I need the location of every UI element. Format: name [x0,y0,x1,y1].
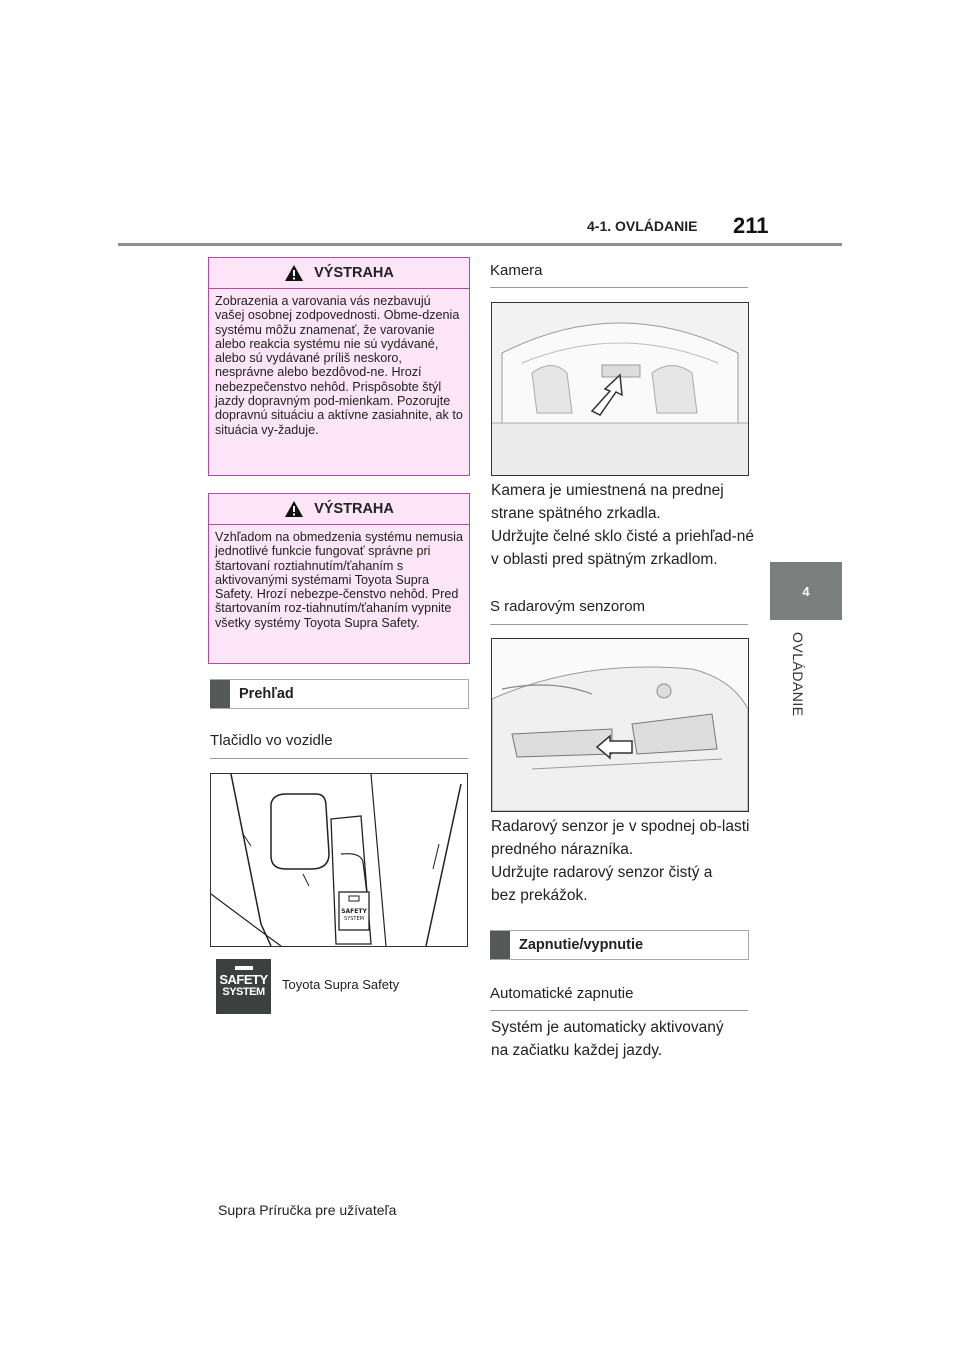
subheading-camera: Kamera [490,258,748,288]
chapter-label: OVLÁDANIE [790,632,806,717]
svg-text:SAFETY: SAFETY [341,908,367,915]
chapter-tab: 4 [770,562,842,620]
heading-text: Prehľad [239,686,294,702]
warning-title: VÝSTRAHA [314,265,394,281]
warning-box [208,257,470,476]
heading-text: Zapnutie/vypnutie [519,937,644,953]
warning-triangle-icon [284,264,304,282]
windshield-camera-illustration [491,302,749,476]
auto-description: Systém je automaticky aktivovaný na začiatku každej jazdy. [491,1019,724,1059]
button-caption: Toyota Supra Safety [282,977,400,992]
warning-header [209,494,469,525]
warning-text: Vzhľadom na obmedzenia systému nemusia jednotlivé funkcie fungovať správne pri štartovaní roztiahnutím/ťahaním s aktivovanými systémami Toyota Supra Safety. Hrozí nebezpe-čenstvo nehôd. Pred štartovaním roz-tiahnutím/ťahaním vypnite všetky systémy Toyota Supra Safety. [215,530,463,630]
button-label-line1: SAFETY [219,972,268,987]
radar-description: Radarový senzor je v spodnej ob-lasti predného nárazníka. [491,818,750,858]
camera-instruction: Udržujte čelné sklo čisté a priehľad-né v oblasti pred spätným zrkadlom. [491,528,754,568]
warning-header [209,258,469,289]
console-illustration [210,773,468,947]
section-heading-onoff [490,930,749,960]
section-title: 4-1. OVLÁDANIE [587,218,698,234]
footer-text: Supra Príručka pre užívateľa [218,1202,397,1218]
subheading-auto: Automatické zapnutie [490,981,748,1011]
subheading-button: Tlačidlo vo vozidle [210,728,468,759]
radar-instruction: Udržujte radarový senzor čistý a bez prekážok. [491,864,713,904]
safety-system-button-icon [216,959,271,1014]
section-heading-overview [210,679,469,709]
svg-text:SYSTEM: SYSTEM [344,916,364,922]
warning-box [208,493,470,664]
header-rule [118,243,842,246]
warning-text: Zobrazenia a varovania vás nezbavujú vašej osobnej zodpovednosti. Obme-dzenia systému môžu znamenať, že varovanie alebo reakcia systému nie sú vydávané, alebo sú vydávané príliš neskoro, nesprávne alebo bezdôvod-ne. Hrozí nebezpečenstvo nehôd. Prispôsobte štýl jazdy dopravným pod-mienkam. Pozorujte dopravnú situáciu a aktívne zasiahnite, ak to situácia vy-žaduje. [215,294,463,437]
warning-title: VÝSTRAHA [314,501,394,517]
button-label-line2: SYSTEM [222,986,265,998]
front-bumper-radar-illustration [491,638,749,812]
heading-marker [210,680,230,708]
page-number: 211 [733,213,769,238]
camera-description: Kamera je umiestnená na prednej strane spätného zrkadla. [491,482,724,522]
button-led-icon [235,966,253,970]
warning-triangle-icon [284,500,304,518]
subheading-radar: S radarovým senzorom [490,594,748,625]
heading-marker [490,931,510,959]
